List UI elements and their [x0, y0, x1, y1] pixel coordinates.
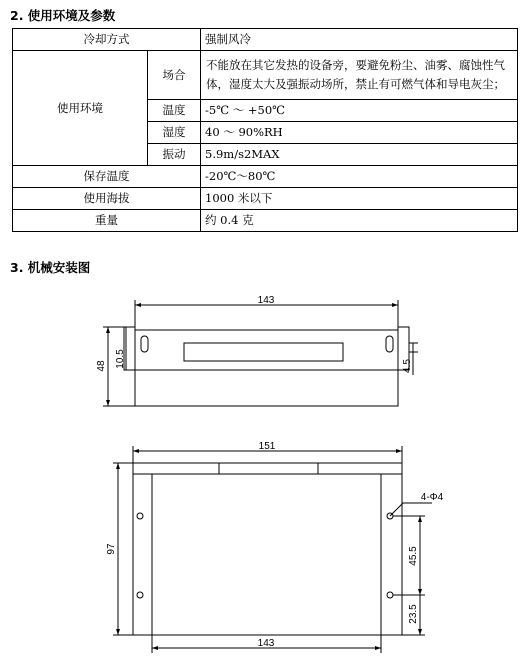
- dim-hole: 4-Φ4: [420, 492, 444, 503]
- storage-temp-label: 保存温度: [13, 166, 201, 188]
- place-label: 场合: [148, 51, 201, 100]
- base-plate: [133, 463, 402, 635]
- section-3-title: 3. 机械安装图: [10, 260, 91, 275]
- display-window: [184, 343, 343, 361]
- altitude-value: 1000 米以下: [201, 188, 518, 210]
- place-value: 不能放在其它发热的设备旁，要避免粉尘、油雾、腐蚀性气体，湿度太大及强振动场所，禁止有可燃气体和导电灰尘；: [201, 51, 518, 100]
- vibration-value: 5.9m/s2MAX: [201, 144, 518, 166]
- cooling-label: 冷却方式: [13, 29, 201, 51]
- dim-top-right: 4.5: [402, 359, 413, 373]
- environment-label: 使用环境: [13, 51, 148, 166]
- cooling-value: 强制风冷: [201, 29, 518, 51]
- mount-hole-bl: [137, 592, 143, 598]
- dim-right-upper: 45.5: [408, 546, 419, 566]
- storage-temp-value: -20℃～80℃: [201, 166, 518, 188]
- weight-label: 重量: [13, 210, 201, 232]
- humidity-label: 湿度: [148, 122, 201, 144]
- altitude-label: 使用海拔: [13, 188, 201, 210]
- dim-right-lower: 23.5: [408, 604, 419, 624]
- slot-hole-left: [141, 336, 148, 352]
- humidity-value: 40 ～ 90%RH: [201, 122, 518, 144]
- mount-hole-br: [387, 592, 393, 598]
- dim-top-height: 48: [96, 360, 107, 372]
- vibration-label: 振动: [148, 144, 201, 166]
- dim-top-inner: 10.5: [115, 349, 126, 369]
- mount-hole-tl: [137, 513, 143, 519]
- dim-bottom-width: 143: [257, 638, 275, 649]
- dim-bottom-top-width: 151: [258, 441, 276, 452]
- temperature-label: 温度: [148, 100, 201, 122]
- section-2-title: 2. 使用环境及参数: [10, 8, 116, 23]
- base-inner: [152, 474, 381, 635]
- slot-hole-right: [386, 336, 393, 352]
- weight-value: 约 0.4 克: [201, 210, 518, 232]
- front-body: [135, 330, 398, 406]
- dim-top-width: 143: [257, 295, 275, 306]
- dim-bottom-height: 97: [106, 543, 117, 555]
- temperature-value: -5℃ ～ +50℃: [201, 100, 518, 122]
